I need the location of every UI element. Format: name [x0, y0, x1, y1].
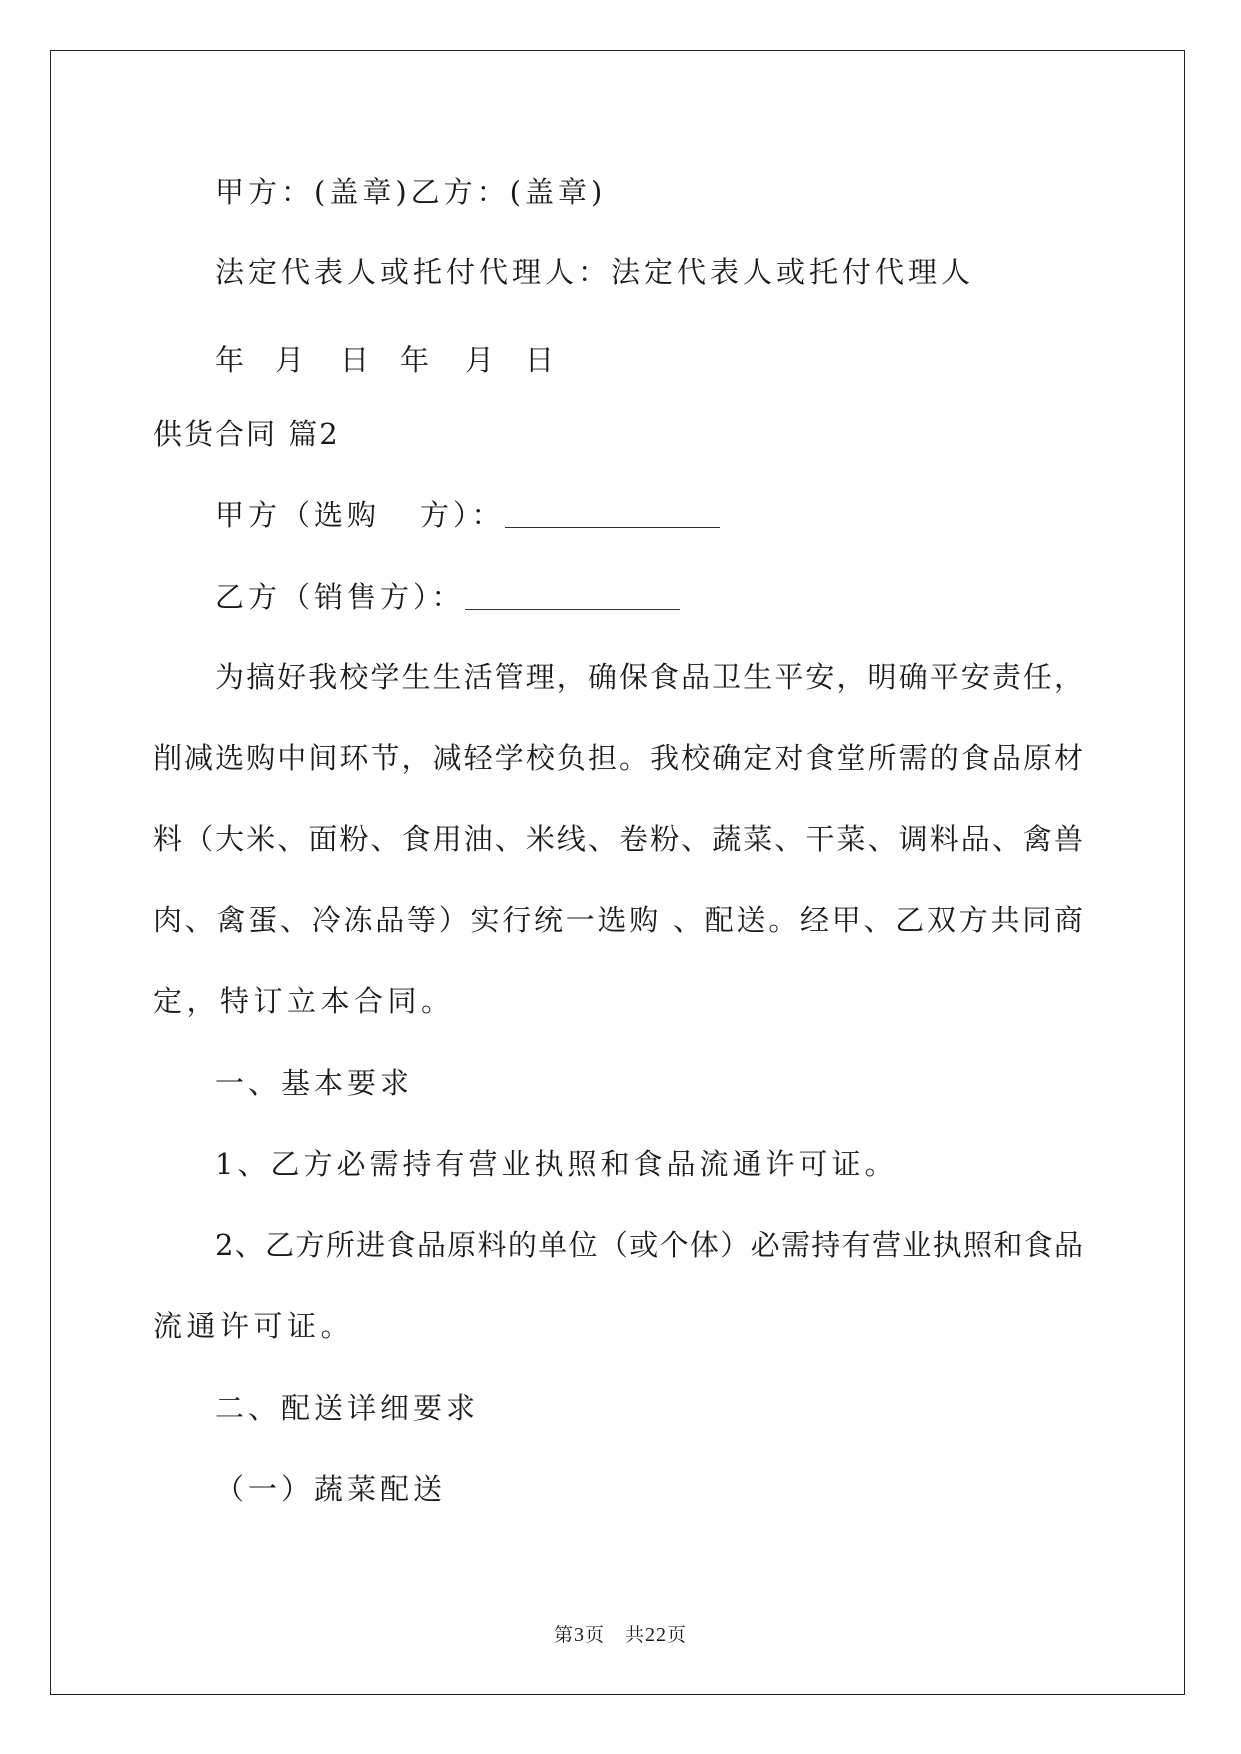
date-day-a: 日 [340, 343, 370, 377]
page-footer [0, 1620, 1241, 1647]
heading-basic-requirements: 一、基本要求 [215, 1066, 414, 1100]
party-b-line [215, 580, 680, 614]
item-2-line-2: 流通许可证。 [153, 1309, 355, 1343]
party-a-line [215, 498, 720, 532]
intro-line-4: 肉、禽蛋、冷冻品等）实行统一选购 、配送。经甲、乙双方共同商 [153, 903, 1083, 937]
footer-prefix: 第 [553, 1624, 574, 1646]
date-day-b: 日 [525, 343, 555, 377]
intro-line-2: 削减选购中间环节，减轻学校负担。我校确定对食堂所需的食品原材 [153, 741, 1083, 775]
date-month-b: 月 [465, 343, 495, 377]
footer-current-page: 3 [573, 1624, 585, 1646]
footer-suffix: 页 [667, 1624, 688, 1646]
section-title: 供货合同 篇2 [153, 417, 340, 451]
footer-total-pages: 22 [645, 1624, 667, 1646]
signature-representative-line: 法定代表人或托付代理人：法定代表人或托付代理人 [215, 255, 975, 289]
intro-line-1: 为搞好我校学生生活管理，确保食品卫生平安，明确平安责任， [215, 660, 1083, 694]
date-month-a: 月 [275, 343, 305, 377]
signature-parties-line: 甲方：(盖章)乙方：(盖章) [215, 175, 607, 209]
date-year-b: 年 [400, 343, 430, 377]
subheading-vegetable-delivery: （一）蔬菜配送 [215, 1472, 447, 1506]
party-b-blank [465, 609, 680, 610]
party-a-label-1: 甲方（选购 [215, 498, 381, 532]
party-a-label-2: 方）： [420, 498, 505, 532]
party-b-label: 乙方（销售方）： [215, 580, 465, 614]
intro-last-line: 定，特订立本合同。 [153, 984, 455, 1018]
heading-delivery-requirements: 二、配送详细要求 [215, 1391, 480, 1425]
item-1: 1、乙方必需持有营业执照和食品流通许可证。 [215, 1147, 898, 1181]
date-year-a: 年 [215, 343, 245, 377]
item-2-line-1: 2、乙方所进食品原料的单位（或个体）必需持有营业执照和食品 [215, 1228, 1083, 1262]
footer-middle: 页 共 [584, 1624, 645, 1646]
party-a-blank [505, 527, 720, 528]
intro-line-3: 料（大米、面粉、食用油、米线、卷粉、蔬菜、干菜、调料品、禽兽 [153, 822, 1083, 856]
page-border [50, 50, 1185, 1695]
